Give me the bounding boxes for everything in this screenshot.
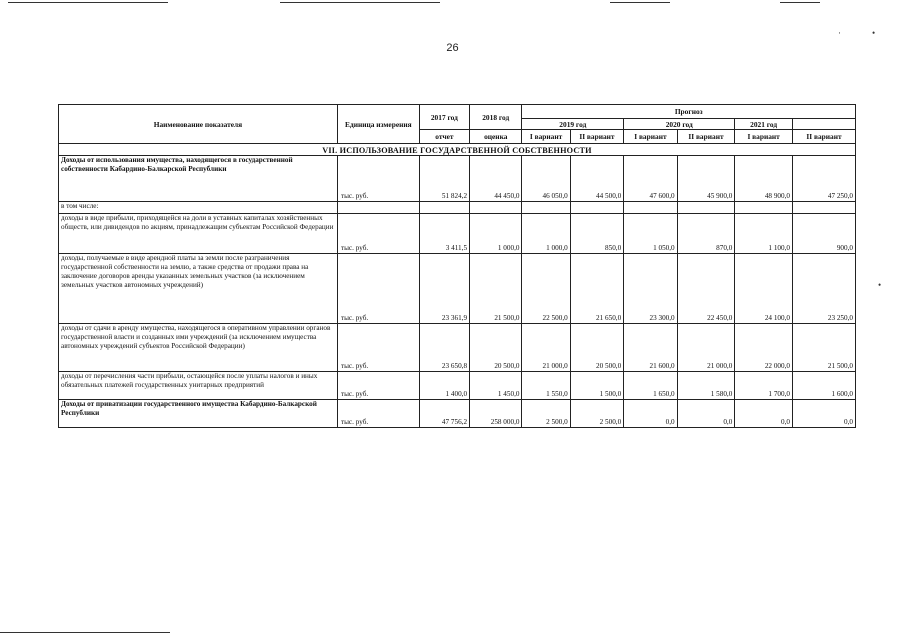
indicators-table — [58, 104, 856, 428]
table-row — [59, 324, 856, 372]
value-cell — [570, 202, 623, 214]
page-number: 26 — [446, 42, 459, 54]
indicator-name: доходы, получаемые в виде арендной платы за земли после разграничения государственной собственности на землю, а также средства от продажи права на заключение договоров аренды указанных земельных участков (за исключением земельных участков автономных учреждений) — [59, 254, 338, 324]
value-cell: 23 250,0 — [792, 254, 855, 324]
value-cell: 21 600,0 — [624, 324, 677, 372]
section-title: VII. ИСПОЛЬЗОВАНИЕ ГОСУДАРСТВЕННОЙ СОБСТВЕННОСТИ — [59, 144, 856, 156]
scan-speck: • — [878, 280, 882, 290]
header-report: отчет — [419, 130, 469, 144]
value-cell — [677, 202, 735, 214]
value-cell: 1 580,0 — [677, 372, 735, 400]
value-cell: 24 100,0 — [735, 254, 793, 324]
value-cell: 1 550,0 — [522, 372, 570, 400]
value-cell — [624, 202, 677, 214]
value-cell: 51 824,2 — [419, 156, 469, 202]
header-blank — [792, 119, 855, 130]
unit-cell — [337, 202, 419, 214]
indicator-name: Доходы от использования имущества, находящегося в государственной собственности Кабардино-Балкарской Республики — [59, 156, 338, 202]
value-cell — [735, 202, 793, 214]
value-cell: 44 500,0 — [570, 156, 623, 202]
value-cell: 47 756,2 — [419, 400, 469, 428]
value-cell: 21 650,0 — [570, 254, 623, 324]
value-cell: 21 500,0 — [470, 254, 522, 324]
value-cell: 1 450,0 — [470, 372, 522, 400]
value-cell: 45 900,0 — [677, 156, 735, 202]
unit-cell: тыс. руб. — [337, 324, 419, 372]
unit-cell: тыс. руб. — [337, 214, 419, 254]
scan-speck: • — [872, 28, 876, 38]
unit-cell: тыс. руб. — [337, 254, 419, 324]
header-2018: 2018 год — [470, 105, 522, 130]
value-cell: 21 000,0 — [522, 324, 570, 372]
value-cell: 20 500,0 — [470, 324, 522, 372]
table-row — [59, 202, 856, 214]
value-cell: 22 500,0 — [522, 254, 570, 324]
table-row — [59, 372, 856, 400]
indicator-name: Доходы от приватизации государственного имущества Кабардино-Балкарской Республики — [59, 400, 338, 428]
header-forecast: Прогноз — [522, 105, 856, 119]
value-cell: 1 100,0 — [735, 214, 793, 254]
value-cell: 20 500,0 — [570, 324, 623, 372]
header-variant-2: II вариант — [570, 130, 623, 144]
value-cell: 2 500,0 — [570, 400, 623, 428]
value-cell: 22 450,0 — [677, 254, 735, 324]
value-cell: 1 400,0 — [419, 372, 469, 400]
value-cell: 48 900,0 — [735, 156, 793, 202]
value-cell: 1 600,0 — [792, 372, 855, 400]
value-cell: 47 250,0 — [792, 156, 855, 202]
header-indicator: Наименование показателя — [59, 105, 338, 144]
indicator-name: доходы от перечисления части прибыли, остающейся после уплаты налогов и иных обязательных платежей государственных унитарных предприятий — [59, 372, 338, 400]
header-unit: Единица измерения — [337, 105, 419, 144]
scan-speck: · — [838, 28, 841, 38]
value-cell: 23 361,9 — [419, 254, 469, 324]
value-cell: 3 411,5 — [419, 214, 469, 254]
value-cell: 258 000,0 — [470, 400, 522, 428]
value-cell: 21 000,0 — [677, 324, 735, 372]
scan-edge-line — [280, 2, 440, 3]
table-row — [59, 400, 856, 428]
value-cell — [419, 202, 469, 214]
header-variant-1: I вариант — [522, 130, 570, 144]
value-cell: 0,0 — [792, 400, 855, 428]
value-cell — [522, 202, 570, 214]
value-cell: 1 000,0 — [470, 214, 522, 254]
table-row — [59, 214, 856, 254]
scan-edge-line — [8, 2, 168, 3]
header-variant-2: II вариант — [792, 130, 855, 144]
value-cell: 21 500,0 — [792, 324, 855, 372]
indicator-name: доходы в виде прибыли, приходящейся на доли в уставных капиталах хозяйственных обществ, или дивидендов по акциям, принадлежащим субъектам Российской Федерации — [59, 214, 338, 254]
value-cell: 870,0 — [677, 214, 735, 254]
value-cell: 44 450,0 — [470, 156, 522, 202]
value-cell — [470, 202, 522, 214]
value-cell: 1 700,0 — [735, 372, 793, 400]
header-variant-2: II вариант — [677, 130, 735, 144]
unit-cell: тыс. руб. — [337, 400, 419, 428]
header-estimate: оценка — [470, 130, 522, 144]
value-cell: 1 500,0 — [570, 372, 623, 400]
value-cell: 22 000,0 — [735, 324, 793, 372]
value-cell: 47 600,0 — [624, 156, 677, 202]
value-cell: 0,0 — [624, 400, 677, 428]
table-row — [59, 156, 856, 202]
table-row — [59, 254, 856, 324]
scan-edge-line — [610, 2, 670, 3]
value-cell: 900,0 — [792, 214, 855, 254]
header-variant-1: I вариант — [735, 130, 793, 144]
value-cell: 23 300,0 — [624, 254, 677, 324]
header-2020: 2020 год — [624, 119, 735, 130]
scan-edge-line — [780, 2, 820, 3]
indicator-name: доходы от сдачи в аренду имущества, находящегося в оперативном управлении органов государственной власти и созданных ими учреждений (за исключением имущества автономных учреждений субъектов Российской Федерации) — [59, 324, 338, 372]
header-2019: 2019 год — [522, 119, 624, 130]
unit-cell: тыс. руб. — [337, 156, 419, 202]
value-cell: 46 050,0 — [522, 156, 570, 202]
unit-cell: тыс. руб. — [337, 372, 419, 400]
value-cell: 0,0 — [677, 400, 735, 428]
value-cell — [792, 202, 855, 214]
indicator-name: в том числе: — [59, 202, 338, 214]
value-cell: 1 050,0 — [624, 214, 677, 254]
value-cell: 1 000,0 — [522, 214, 570, 254]
value-cell: 1 650,0 — [624, 372, 677, 400]
value-cell: 850,0 — [570, 214, 623, 254]
value-cell: 23 650,8 — [419, 324, 469, 372]
scan-edge-line — [0, 632, 170, 633]
value-cell: 0,0 — [735, 400, 793, 428]
value-cell: 2 500,0 — [522, 400, 570, 428]
header-variant-1: I вариант — [624, 130, 677, 144]
header-2021: 2021 год — [735, 119, 793, 130]
header-2017: 2017 год — [419, 105, 469, 130]
